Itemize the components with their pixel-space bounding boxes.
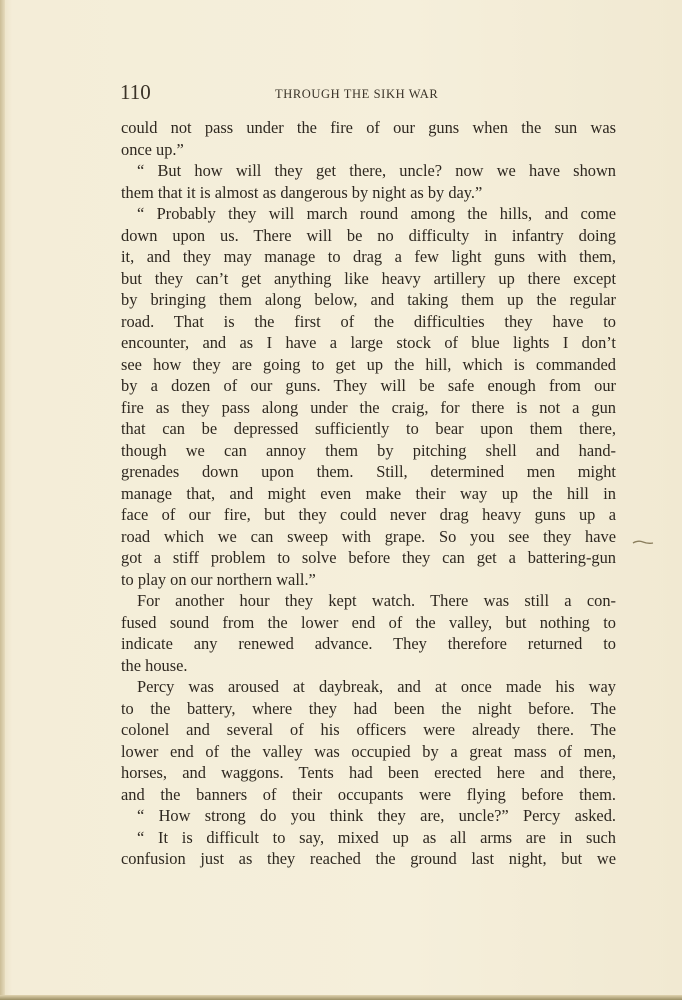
margin-mark-icon — [632, 538, 654, 546]
text-line: “ Probably they will march round among the hills, and come — [137, 204, 616, 223]
body-text — [121, 117, 616, 870]
text-line: lower end of the valley was occupied by a great mass of men, — [121, 741, 616, 761]
text-line: but they can’t get anything like heavy artillery up there except — [121, 268, 616, 288]
text-line: “ How strong do you think they are, uncle?” Percy asked. — [137, 806, 616, 825]
text-line: “ But how will they get there, uncle? now we have shown — [137, 161, 616, 180]
page-bottom-edge — [0, 995, 682, 1000]
text-line: road. That is the first of the difficulties they have to — [121, 311, 616, 331]
text-line: grenades down upon them. Still, determined men might — [121, 462, 616, 481]
page-number: 110 — [120, 80, 151, 104]
text-line: confusion just as they reached the ground last night, but we — [121, 849, 616, 868]
text-line: them that it is almost as dangerous by night as by day.” — [121, 182, 483, 202]
text-line: to the battery, where they had been the night before. The — [121, 698, 616, 718]
text-line: and the banners of their occupants were flying before them. — [121, 784, 616, 804]
text-line: the house. — [121, 655, 188, 675]
text-line: though we can annoy them by pitching shell and hand- — [121, 440, 616, 460]
text-line: by bringing them along below, and taking them up the regular — [121, 290, 616, 309]
text-line: once up.” — [121, 139, 184, 159]
text-line: fused sound from the lower end of the valley, but nothing to — [121, 612, 616, 632]
text-line: fire as they pass along under the craig, for there is not a gun — [121, 397, 616, 417]
text-line: “ It is difficult to say, mixed up as all arms are in such — [137, 827, 616, 847]
text-line: could not pass under the fire of our guns when the sun was — [121, 118, 616, 137]
text-line: down upon us. There will be no difficulty in infantry doing — [121, 225, 616, 245]
page-header — [120, 80, 616, 106]
text-line: it, and they may manage to drag a few light guns with them, — [121, 247, 616, 266]
text-line: face of our fire, but they could never drag heavy guns up a — [121, 505, 616, 524]
text-line: horses, and waggons. Tents had been erected here and there, — [121, 763, 616, 782]
text-line: colonel and several of his officers were already there. The — [121, 720, 616, 739]
page-binding-edge — [0, 0, 5, 1000]
text-line: that can be depressed sufficiently to bear upon them there, — [121, 419, 616, 438]
text-line: encounter, and as I have a large stock of blue lights I don’t — [121, 333, 616, 352]
text-line: Percy was aroused at daybreak, and at once made his way — [137, 677, 616, 696]
text-line: see how they are going to get up the hill, which is commanded — [121, 354, 616, 374]
running-title: THROUGH THE SIKH WAR — [275, 87, 439, 101]
text-line: to play on our northern wall.” — [121, 569, 316, 589]
text-line: got a stiff problem to solve before they can get a battering-gun — [121, 548, 616, 567]
text-line: manage that, and might even make their way up the hill in — [121, 483, 616, 503]
text-line: For another hour they kept watch. There was still a con- — [137, 591, 616, 610]
text-line: by a dozen of our guns. They will be safe enough from our — [121, 376, 616, 395]
text-line: road which we can sweep with grape. So you see they have — [121, 526, 616, 546]
text-line: indicate any renewed advance. They therefore returned to — [121, 634, 616, 653]
